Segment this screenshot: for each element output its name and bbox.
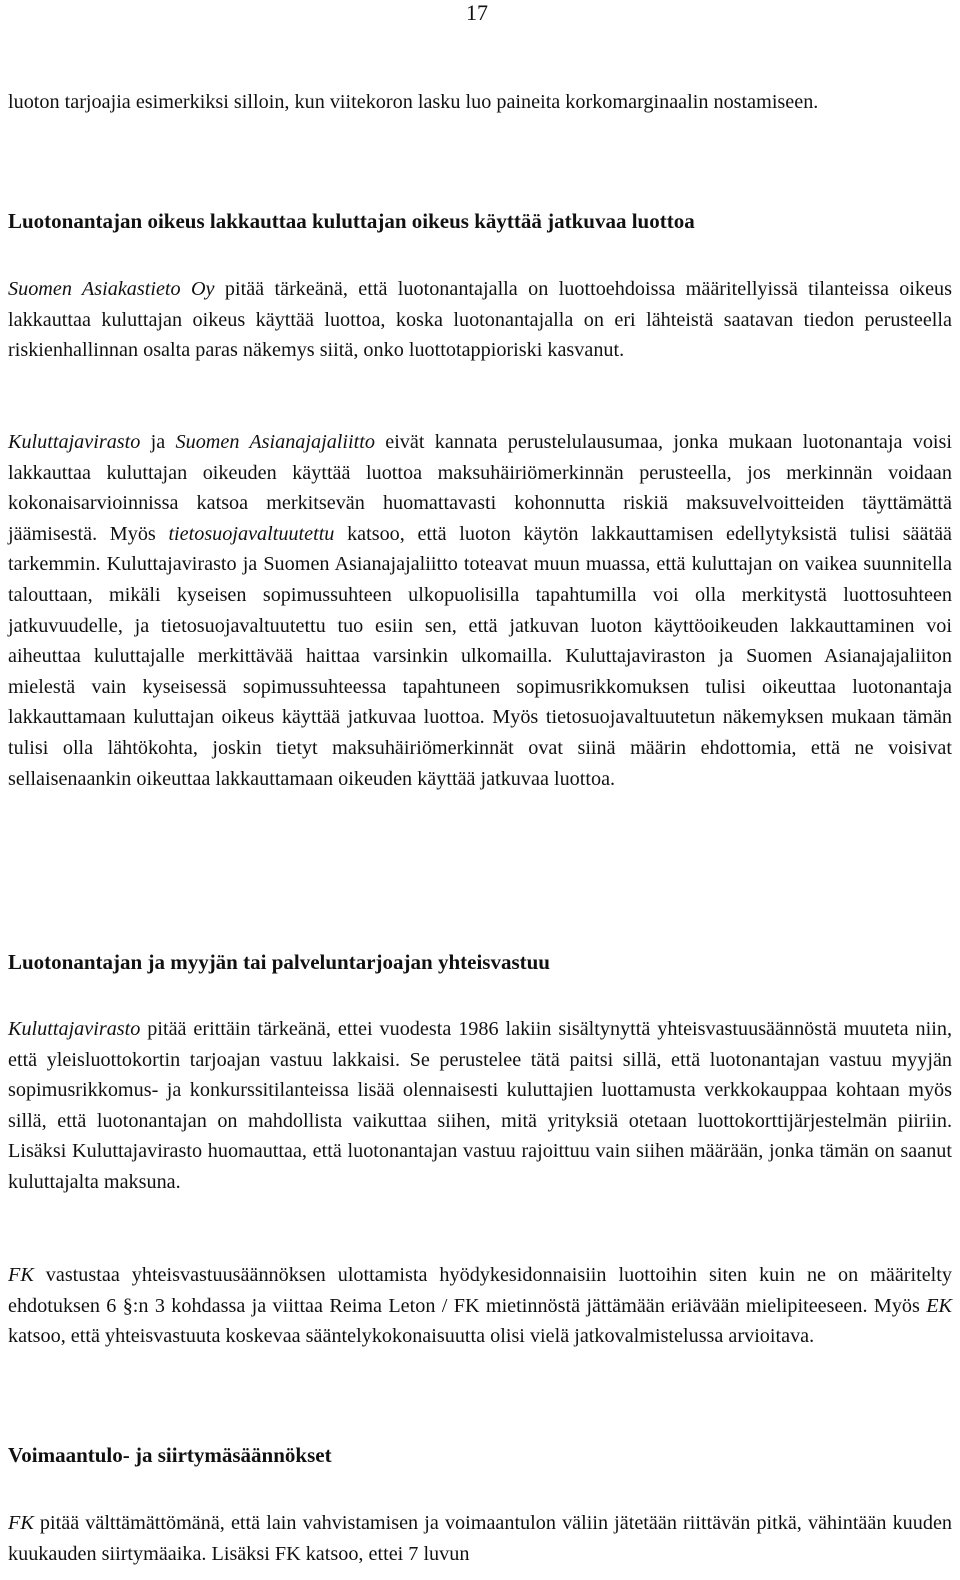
paragraph-3-text [8,1014,952,1198]
paragraph-text: ja [140,431,176,453]
heading-entry-into-force: Voimaantulo- ja siirtymäsäännökset [8,1443,332,1467]
paragraph-text: katsoo, että luoton käytön lakkauttamisen edellytyksistä tulisi säätää tarkemmin. Kuluttajavirasto ja Suomen Asianajajaliitto toteavat muun muassa, että kuluttajan on vaikea suunnitella talouttaan, mikäli kyseisen sopimussuhteen ulkopuolisilla tapahtumilla voi olla merkitystä luottosuhteen jatkuvuudelle, ja tietosuojavaltuutettu tuo esiin sen, että jatkuvan luoton käyttöoikeuden lakkauttaminen voi aiheuttaa kuluttajalle merkittävää haittaa varsinkin ulkomailla. Kuluttajaviraston ja Suomen Asianajajaliiton mielestä vain kyseisessä sopimussuhteessa tapahtuneen sopimusrikkomuksen tulisi oikeuttaa luotonantaja lakkauttamaan kuluttajan oikeus käyttää jatkuvaa luottoa. Myös tietosuojavaltuutetun näkemyksen mukaan tämän tulisi olla lähtökohta, joskin tietyt maksuhäiriömerkinnät ovat siinä määrin ehdottomia, että ne voisivat sellaisenaankin oikeuttaa lakkauttamaan oikeuden käyttää jatkuvaa luottoa. [8,522,952,790]
paragraph-1 [8,274,952,366]
paragraph-3 [8,1014,952,1198]
heading-joint-liability: Luotonantajan ja myyjän tai palveluntarjoajan yhteisvastuu [8,950,550,974]
paragraph-5 [8,1508,952,1569]
paragraph-1-text [8,274,952,366]
org-name: FK [8,1512,34,1534]
section-heading-3 [8,1440,952,1470]
heading-credit-termination: Luotonantajan oikeus lakkauttaa kuluttajan oikeus käyttää jatkuvaa luottoa [8,209,695,233]
paragraph-text: katsoo, että yhteisvastuuta koskevaa sääntelykokonaisuutta olisi vielä jatkovalmistelussa arvioitava. [8,1325,815,1348]
org-name: Suomen Asianajajaliitto [175,431,375,453]
paragraph-text: pitää erittäin tärkeänä, ettei vuodesta 1986 lakiin sisältynyttä yhteisvastuusäännöstä muuteta niin, että yleisluottokortin tarjoajan vastuu lakkaisi. Se perustelee tätä paitsi sillä, että luotonantajan vastuu myyjän sopimusrikkomus- ja konkurssitilanteissa lisää olennaisesti kuluttajien luottamusta verkkokauppaa kohtaan myös sillä, että luotonantajan on mahdollista vaikuttaa siihen, mitä yrityksiä otetaan luottokorttijärjestelmän piiriin. Lisäksi Kuluttajavirasto huomauttaa, että luotonantajan vastuu rajoittuu vain siihen määrään, jonka tämän on saanut kuluttajalta maksuna. [8,1018,952,1193]
paragraph-intro [8,87,952,118]
page-number: 17 [466,0,488,25]
org-name: FK [8,1264,34,1286]
paragraph-text: pitää välttämättömänä, että lain vahvistamisen ja voimaantulon väliin jätetään riittävän pitkä, vähintään kuuden kuukauden siirtymäaika. Lisäksi FK katsoo, ettei 7 luvun [8,1512,952,1565]
org-name: EK [926,1294,952,1317]
paragraph-5-text [8,1508,952,1569]
org-name: Kuluttajavirasto [8,1018,141,1040]
section-heading-2 [8,947,952,977]
paragraph-text: eivät kannata perustelulausumaa, jonka mukaan luotonantaja voisi lakkauttaa kuluttajan oikeuden käyttää luottoa maksuhäiriömerkinnän perusteella, jos merkinnän voidaan kokonaisarvioinnissa katsoa merkitsevän huomattavasti kohonnutta riskiä maksuvelvoitteiden täyttämättä jäämisestä. Myös [8,431,952,545]
paragraph-4 [8,1260,952,1352]
paragraph-2 [8,427,952,794]
section-heading-1 [8,206,952,236]
org-name: Suomen Asiakastieto Oy [8,278,215,300]
org-name: tietosuojavaltuutettu [168,522,335,545]
paragraph-4-text [8,1260,952,1352]
paragraph-intro-text: luoton tarjoajia esimerkiksi silloin, kun viitekoron lasku luo paineita korkomarginaalin nostamiseen. [8,91,819,113]
org-name: Kuluttajavirasto [8,431,141,453]
paragraph-text: pitää tärkeänä, että luotonantajalla on luottoehdoissa määritellyissä tilanteissa oikeus lakkauttaa kuluttajan oikeus käyttää luottoa, koska luotonantajalla on eri lähteistä saatavan tiedon perusteella riskienhallinnan osalta paras näkemys siitä, onko luottotappioriski kasvanut. [8,278,952,362]
paragraph-text: vastustaa yhteisvastuusäännöksen ulottamista hyödykesidonnaisiin luottoihin siten kuin ne on määritelty ehdotuksen 6 §:n 3 kohdassa ja viittaa Reima Leton / FK mietinnöstä jättämään eriävään mielipiteeseen. Myös [8,1264,952,1317]
paragraph-2-text [8,427,952,794]
